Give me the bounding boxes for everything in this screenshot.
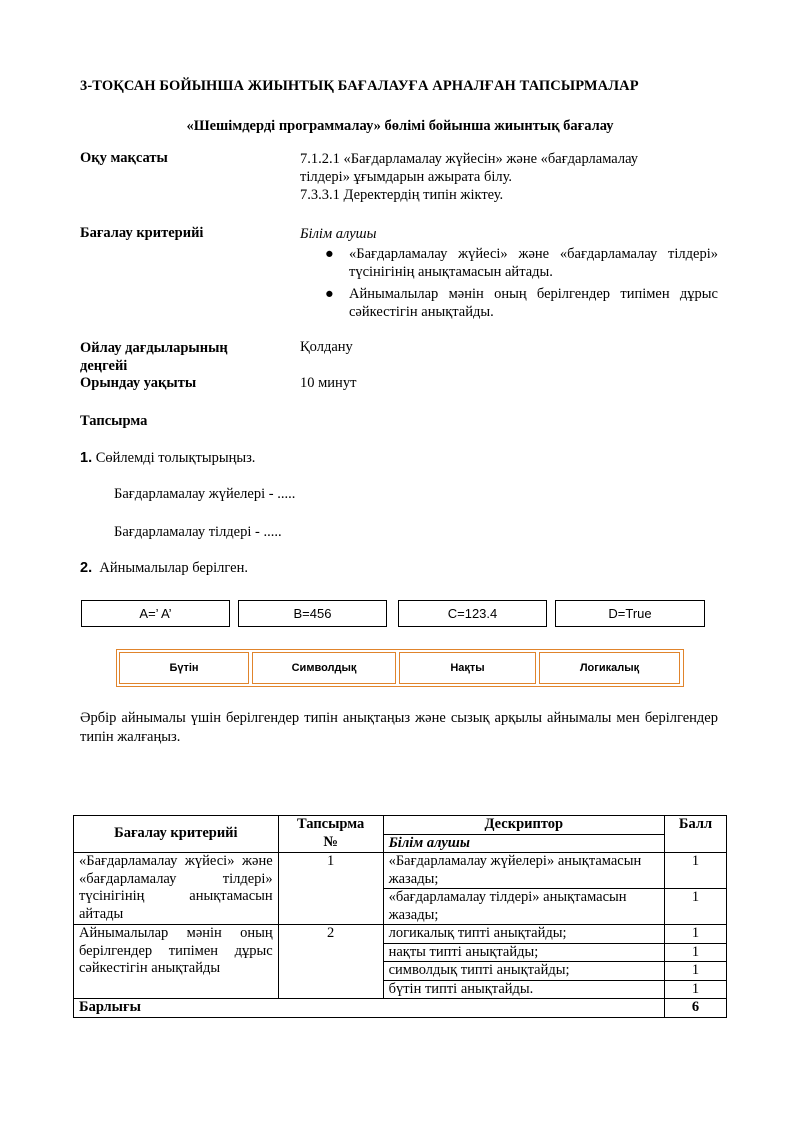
header-task-line: № — [323, 833, 338, 850]
task-number-cell: 1 — [278, 853, 383, 925]
criteria-list — [300, 245, 718, 321]
data-type-box: Символдық — [252, 652, 396, 684]
score-cell: 1 — [665, 925, 727, 944]
criteria-cell: Айнымалылар мәнін оның берілгендер типімен дұрыс сәйкестігін анықтайды — [74, 925, 279, 999]
total-label: Барлығы — [74, 999, 665, 1018]
descriptor-cell: нақты типті анықтайды; — [383, 943, 664, 962]
score-cell: 1 — [665, 853, 727, 889]
answer-line-1: Бағдарламалау жүйелері - ..... — [114, 486, 296, 502]
goal-label: Оқу мақсаты — [80, 150, 168, 166]
table-total-row — [74, 999, 727, 1018]
level-label-line: деңгейі — [80, 358, 128, 374]
score-cell: 1 — [665, 889, 727, 925]
answer-line-2: Бағдарламалау тілдері - ..... — [114, 524, 282, 540]
goal-text — [300, 150, 638, 204]
goal-line: 7.3.3.1 Деректердің типін жіктеу. — [300, 187, 504, 203]
header-criteria: Бағалау критерийі — [74, 816, 279, 853]
time-label: Орындау уақыты — [80, 375, 197, 391]
criteria-intro: Білім алушы — [300, 226, 377, 242]
task-number-cell: 2 — [278, 925, 383, 999]
descriptor-cell: логикалық типті анықтайды; — [383, 925, 664, 944]
bullet-icon: ● — [325, 286, 334, 302]
question-2-number: 2. — [80, 560, 93, 576]
data-type-box: Нақты — [399, 652, 536, 684]
data-type-box: Логикалық — [539, 652, 680, 684]
goal-line: 7.1.2.1 «Бағдарламалау жүйесін» және «бағдарламалау — [300, 151, 639, 167]
descriptor-cell: «бағдарламалау тілдері» анықтамасын жазады; — [383, 889, 664, 925]
header-task-line: Тапсырма — [296, 816, 365, 832]
criteria-item — [300, 245, 718, 281]
variable-box: D=True — [555, 600, 705, 627]
question-2-text: Айнымалылар берілген. — [92, 560, 248, 576]
table-row — [74, 853, 727, 889]
header-score: Балл — [665, 816, 727, 853]
page-subtitle: «Шешімдерді программалау» бөлімі бойынша жиынтық бағалау — [186, 118, 614, 134]
score-cell: 1 — [665, 962, 727, 981]
variable-box: A=’ A’ — [81, 600, 230, 627]
data-types-bar — [116, 649, 684, 687]
table-header-row — [74, 816, 727, 835]
question-2 — [80, 560, 248, 577]
score-cell: 1 — [665, 980, 727, 999]
instruction-text: Әрбір айнымалы үшін берілгендер типін анықтаңыз және сызық арқылы айнымалы мен берілгендер типін жалғаңыз. — [80, 710, 718, 745]
data-type-box: Бүтін — [119, 652, 249, 684]
header-descriptor: Дескриптор — [383, 816, 664, 835]
question-1-text: Сөйлемді толықтырыңыз. — [92, 450, 256, 466]
table-row — [74, 925, 727, 944]
criteria-item — [300, 285, 718, 321]
goal-line: тілдері» ұғымдарын ажырата білу. — [300, 169, 513, 185]
bullet-icon: ● — [325, 246, 334, 262]
descriptor-cell: символдық типті анықтайды; — [383, 962, 664, 981]
descriptor-cell: «Бағдарламалау жүйелері» анықтамасын жазады; — [383, 853, 664, 889]
page-title: 3-ТОҚСАН БОЙЫНША ЖИЫНТЫҚ БАҒАЛАУҒА АРНАЛҒАН ТАПСЫРМАЛАР — [80, 78, 639, 94]
score-cell: 1 — [665, 943, 727, 962]
criteria-cell: «Бағдарламалау жүйесі» және «бағдарламалау тілдері» түсінігінің анықтамасын айтады — [74, 853, 279, 925]
question-1 — [80, 450, 255, 467]
descriptor-cell: бүтін типті анықтайды. — [383, 980, 664, 999]
header-student: Білім алушы — [383, 834, 664, 853]
task-heading: Тапсырма — [80, 413, 148, 429]
variable-box: B=456 — [238, 600, 387, 627]
criteria-item-text: «Бағдарламалау жүйесі» және «бағдарламалау тілдері» түсінігінің анықтамасын айтады. — [349, 246, 718, 280]
question-1-number: 1. — [80, 450, 93, 466]
time-value: 10 минут — [300, 375, 357, 391]
criteria-block — [300, 225, 718, 325]
level-value: Қолдану — [300, 339, 353, 355]
header-task — [278, 816, 383, 853]
level-label-line: Ойлау дағдыларының — [80, 340, 228, 356]
criteria-label: Бағалау критерийі — [80, 225, 204, 241]
criteria-item-text: Айнымалылар мәнін оның берілгендер типімен дұрыс сәйкестігін анықтайды. — [349, 286, 718, 320]
total-value: 6 — [665, 999, 727, 1018]
level-label — [80, 339, 228, 375]
rubric-table — [73, 815, 727, 1018]
variable-box: C=123.4 — [398, 600, 547, 627]
